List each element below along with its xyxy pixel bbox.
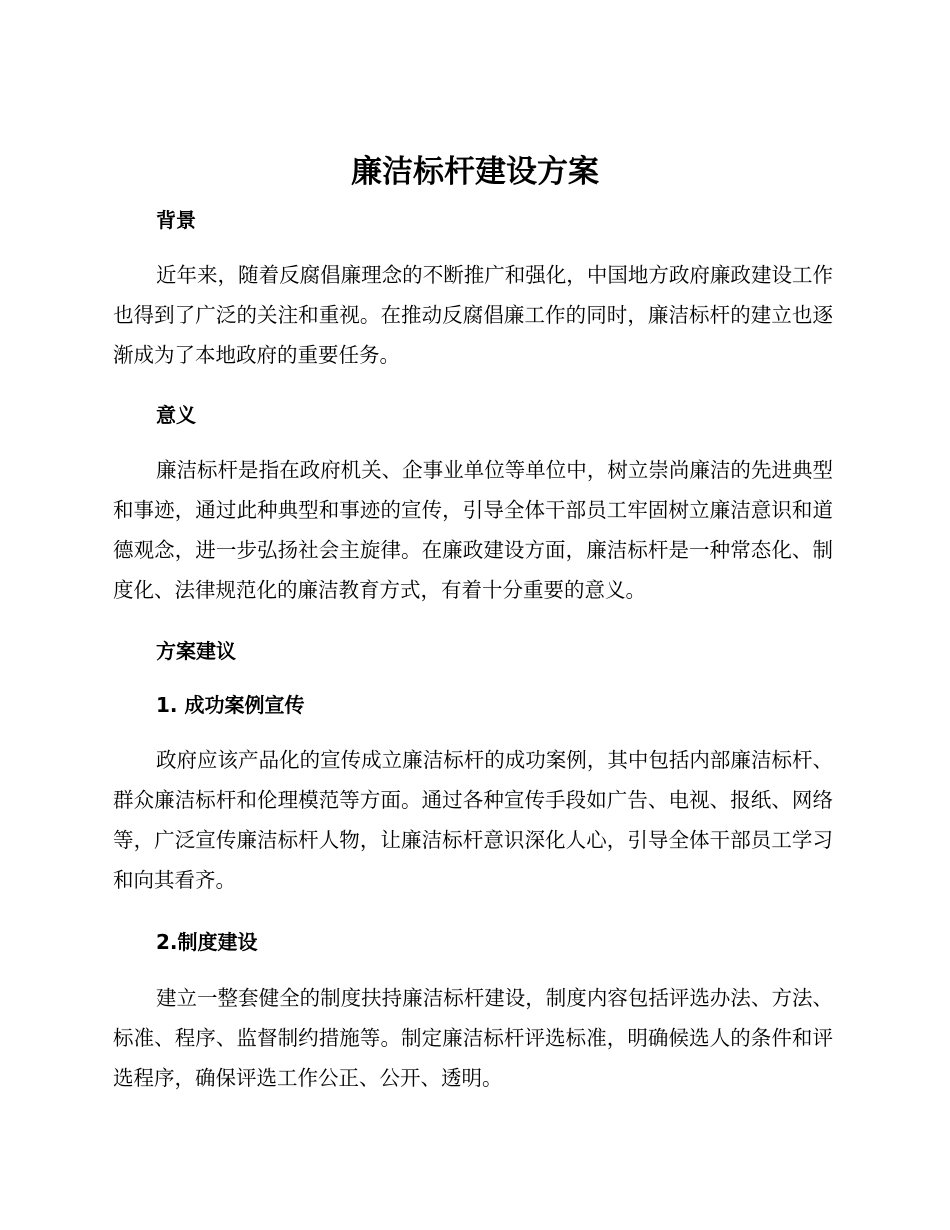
- section-heading-background: 背景: [156, 208, 196, 232]
- section-paragraph-system-building: 建立一整套健全的制度扶持廉洁标杆建设，制度内容包括评选办法、方法、标准、程序、监督制约措施等。制定廉洁标杆评选标准，明确候选人的条件和评选程序，确保评选工作公正、公开、透明。: [113, 986, 833, 1090]
- section-paragraph-significance: 廉洁标杆是指在政府机关、企事业单位等单位中，树立崇尚廉洁的先进典型和事迹，通过此种典型和事迹的宣传，引导全体干部员工牢固树立廉洁意识和道德观念，进一步弘扬社会主旋律。在廉政建设方面，廉洁标杆是一种常态化、制度化、法律规范化的廉洁教育方式，有着十分重要的意义。: [113, 458, 833, 602]
- section-heading-case-promotion: 1. 成功案例宣传: [156, 693, 305, 717]
- section-paragraph-background: 近年来，随着反腐倡廉理念的不断推广和强化，中国地方政府廉政建设工作也得到了广泛的关注和重视。在推动反腐倡廉工作的同时，廉洁标杆的建立也逐渐成为了本地政府的重要任务。: [113, 263, 833, 367]
- document-title: 廉洁标杆建设方案: [351, 154, 599, 190]
- section-paragraph-case-promotion: 政府应该产品化的宣传成立廉洁标杆的成功案例，其中包括内部廉洁标杆、群众廉洁标杆和伦理模范等方面。通过各种宣传手段如广告、电视、报纸、网络等，广泛宣传廉洁标杆人物，让廉洁标杆意识深化人心，引导全体干部员工学习和向其看齐。: [113, 748, 833, 892]
- section-heading-proposal: 方案建议: [156, 639, 236, 663]
- section-heading-significance: 意义: [156, 403, 196, 427]
- section-heading-system-building: 2.制度建设: [156, 930, 258, 954]
